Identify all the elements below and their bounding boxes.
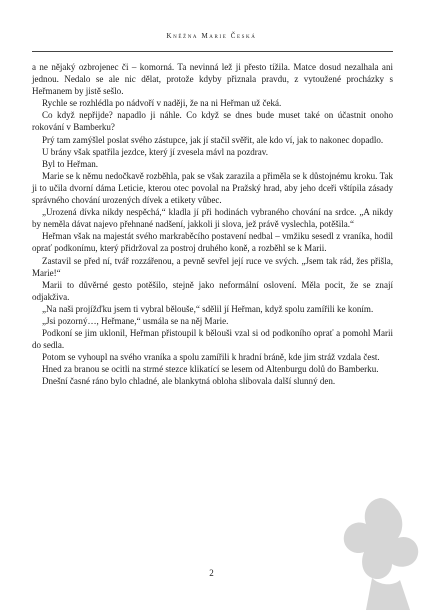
page-number: 2 (209, 568, 214, 578)
paragraph: „Na naši projížďku jsem ti vybral bělouše,“ sdělil jí Heřman, když spolu zamířili ke koním. (42, 303, 374, 314)
paragraph: Heřman však na majestát svého markraběcího postavení nedbal – vmžiku sesedl z vraníka, hodil oprať podkonímu, který přidržoval za postroj druhého koně, a rozběhl se k Marii. (32, 231, 393, 254)
paragraph: a ne nějaký ozbrojenec či – komorná. Ta nevinná lež ji přesto tížila. Matce dosud nezalhala ani jednou. Nedalo se ale nic dělat, protože kdyby přiznala pravdu, z vytoužené procházky s Heřmanem by jistě sešlo. (32, 62, 393, 97)
running-header (0, 32, 423, 40)
body-text (32, 61, 393, 388)
paragraph: Podkoní se jim uklonil, Heřman přistoupil k bělouši vzal si od podkoního oprať a pomohl Marii do sedla. (32, 328, 393, 351)
paragraph: Hned za branou se ocitli na strmé stezce klikatící se lesem od Altenburgu dolů do Bamberku. (42, 364, 379, 375)
paragraph: Dnešní časné ráno bylo chladné, ale blankytná obloha slibovala další slunný den. (42, 376, 336, 387)
paragraph: Zastavil se před ní, tvář rozzářenou, a pevně sevřel její ruce ve svých. „Jsem tak rád, žes přišla, Marie!“ (32, 255, 393, 278)
paragraph: Rychle se rozhlédla po nádvoří v naději, že na ni Heřman už čeká. (42, 98, 282, 109)
running-title: Kněžna Marie Česká (166, 32, 257, 40)
paragraph: Marii to důvěrné gesto potěšilo, stejně jako neformální oslovení. Měla pocit, že se znají odjakživa. (32, 279, 393, 302)
publisher-watermark-icon (318, 490, 423, 610)
paragraph: Byl to Heřman. (42, 158, 99, 169)
paragraph: „Jsi pozorný…, Heřmane,“ usmála se na něj Marie. (42, 315, 229, 326)
paragraph: U brány však spatřila jezdce, který jí zvesela mávl na pozdrav. (42, 146, 268, 157)
paragraph: Marie se k němu nedočkavě rozběhla, pak se však zarazila a přiměla se k důstojnému kroku. Tak ji to učila dvorní dáma Leticie, kterou otec povolal na Pražský hrad, aby jeho dceři vštípila zásady správného chování urozených dívek a etikety vůbec. (32, 170, 393, 206)
paragraph: „Urozená dívka nikdy nespěchá,“ kladla jí při hodinách vybraného chování na srdce. „A nikdy by neměla dávat najevo přehnané nadšení, jakkoli ji slova, jež právě vyslechla, potěšila.“ (32, 207, 393, 230)
header-rule (32, 51, 393, 52)
paragraph: Co když nepřijde? napadlo ji náhle. Co když se dnes bude muset také on účastnit onoho rokování v Bamberku? (32, 110, 393, 133)
paragraph: Prý tam zamýšlel poslat svého zástupce, jak jí stačil svěřit, ale kdo ví, jak to nakonec dopadlo. (42, 134, 384, 145)
paragraph: Potom se vyhoupl na svého vraníka a spolu zamířili k hradní bráně, kde jim stráž vzdala čest. (42, 352, 380, 363)
